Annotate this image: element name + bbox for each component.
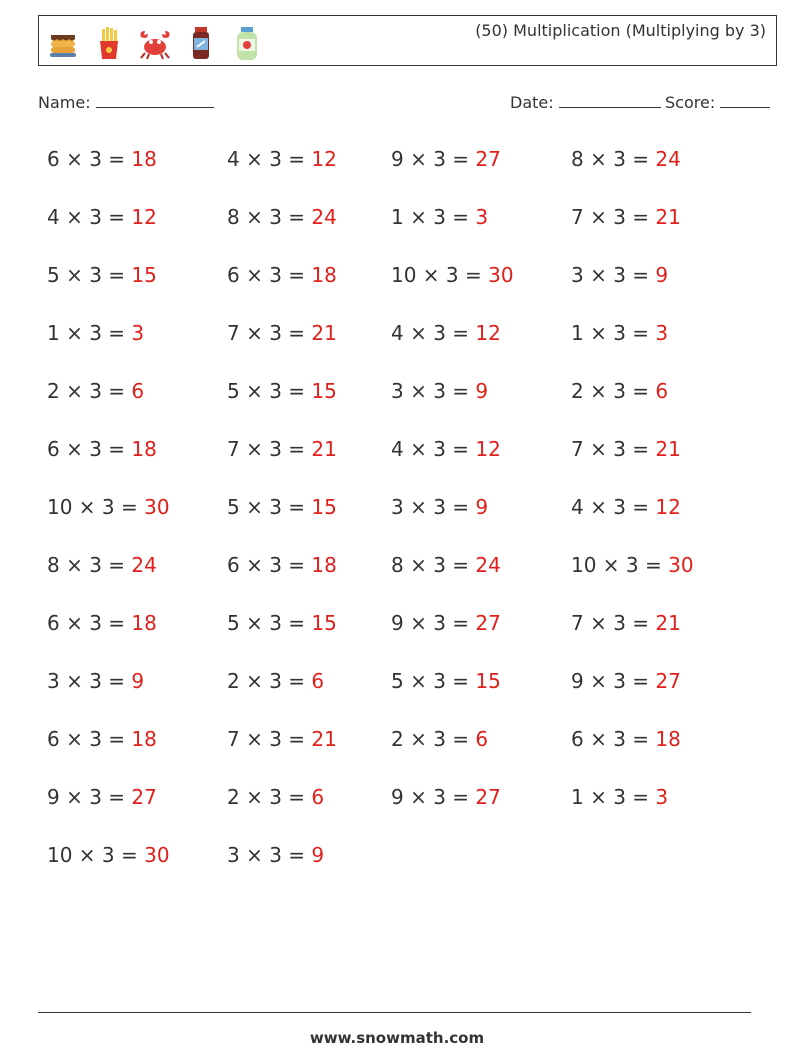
problem-item — [391, 553, 501, 577]
crab-icon — [137, 23, 173, 63]
problem-answer: 15 — [131, 263, 157, 287]
problem-answer: 24 — [655, 147, 681, 171]
problem-item — [47, 205, 157, 229]
date-label: Date: — [510, 93, 554, 112]
problem-question: 7 × 3 = — [571, 205, 656, 229]
problem-question: 10 × 3 = — [571, 553, 669, 577]
problem-question: 4 × 3 = — [391, 437, 476, 461]
score-blank[interactable] — [720, 92, 770, 108]
problem-question: 6 × 3 = — [47, 611, 132, 635]
problem-item — [227, 437, 337, 461]
problem-item — [227, 495, 337, 519]
problem-question: 4 × 3 = — [571, 495, 656, 519]
problem-answer: 30 — [144, 843, 170, 867]
problem-item — [571, 263, 668, 287]
jar-icon — [183, 23, 219, 63]
problem-answer: 21 — [655, 611, 681, 635]
problem-answer: 18 — [655, 727, 681, 751]
problem-question: 3 × 3 = — [227, 843, 312, 867]
problem-answer: 21 — [311, 321, 337, 345]
icon-strip — [45, 23, 265, 63]
problem-question: 1 × 3 = — [571, 785, 656, 809]
problem-question: 8 × 3 = — [391, 553, 476, 577]
problem-question: 6 × 3 = — [47, 147, 132, 171]
fries-icon — [91, 23, 127, 63]
problem-item — [391, 495, 488, 519]
problem-item — [227, 611, 337, 635]
problem-answer: 21 — [655, 205, 681, 229]
problem-item — [47, 437, 157, 461]
problem-answer: 12 — [655, 495, 681, 519]
problem-answer: 24 — [131, 553, 157, 577]
problem-item — [391, 263, 514, 287]
problem-question: 3 × 3 = — [47, 669, 132, 693]
problem-question: 4 × 3 = — [47, 205, 132, 229]
problem-answer: 9 — [655, 263, 669, 287]
problem-item — [47, 263, 157, 287]
problem-question: 6 × 3 = — [47, 727, 132, 751]
problem-item — [571, 379, 668, 403]
problem-item — [571, 437, 681, 461]
problem-item — [227, 321, 337, 345]
name-field — [38, 92, 214, 112]
problem-item — [391, 321, 501, 345]
header-box — [38, 15, 777, 66]
problem-answer: 3 — [655, 785, 669, 809]
problem-question: 10 × 3 = — [47, 843, 145, 867]
page-title: (50) Multiplication (Multiplying by 3) — [475, 21, 766, 40]
problem-item — [391, 611, 501, 635]
problem-item — [47, 321, 144, 345]
problem-question: 6 × 3 = — [227, 553, 312, 577]
problem-answer: 15 — [311, 379, 337, 403]
problem-item — [391, 205, 488, 229]
problem-item — [571, 553, 694, 577]
problem-item — [391, 785, 501, 809]
problem-item — [47, 553, 157, 577]
problem-question: 2 × 3 = — [571, 379, 656, 403]
problem-question: 9 × 3 = — [391, 147, 476, 171]
problem-question: 7 × 3 = — [227, 437, 312, 461]
problem-answer: 9 — [131, 669, 145, 693]
problem-item — [571, 669, 681, 693]
problem-answer: 18 — [131, 727, 157, 751]
problem-question: 4 × 3 = — [227, 147, 312, 171]
problem-answer: 21 — [655, 437, 681, 461]
problem-question: 3 × 3 = — [391, 495, 476, 519]
problem-question: 7 × 3 = — [571, 437, 656, 461]
problem-question: 7 × 3 = — [571, 611, 656, 635]
problem-answer: 18 — [131, 147, 157, 171]
problem-item — [571, 147, 681, 171]
problem-item — [227, 379, 337, 403]
apple-jar-icon — [229, 23, 265, 63]
problem-item — [47, 843, 170, 867]
problem-question: 6 × 3 = — [571, 727, 656, 751]
problem-question: 5 × 3 = — [391, 669, 476, 693]
problem-answer: 12 — [311, 147, 337, 171]
problem-question: 2 × 3 = — [227, 669, 312, 693]
problem-question: 5 × 3 = — [227, 611, 312, 635]
problem-answer: 9 — [475, 379, 489, 403]
problem-answer: 18 — [311, 553, 337, 577]
problem-answer: 27 — [131, 785, 157, 809]
score-label: Score: — [665, 93, 716, 112]
problem-item — [47, 147, 157, 171]
problem-answer: 27 — [655, 669, 681, 693]
name-label: Name: — [38, 93, 91, 112]
problem-answer: 24 — [475, 553, 501, 577]
problem-item — [47, 611, 157, 635]
problem-question: 9 × 3 = — [47, 785, 132, 809]
pancakes-icon — [45, 23, 81, 63]
problem-item — [571, 205, 681, 229]
problem-item — [47, 669, 144, 693]
footer-url: www.snowmath.com — [309, 1029, 485, 1047]
problem-answer: 30 — [488, 263, 514, 287]
problem-item — [391, 379, 488, 403]
problem-item — [391, 147, 501, 171]
footer-divider — [38, 1012, 751, 1013]
problem-question: 7 × 3 = — [227, 727, 312, 751]
problem-answer: 6 — [131, 379, 145, 403]
problem-item — [227, 147, 337, 171]
problem-question: 5 × 3 = — [227, 379, 312, 403]
problem-answer: 3 — [475, 205, 489, 229]
score-field — [665, 92, 770, 112]
problem-item — [571, 785, 668, 809]
problem-answer: 18 — [311, 263, 337, 287]
problem-question: 6 × 3 = — [227, 263, 312, 287]
problem-answer: 3 — [655, 321, 669, 345]
problem-item — [571, 727, 681, 751]
problem-item — [571, 321, 668, 345]
problem-question: 9 × 3 = — [571, 669, 656, 693]
problem-question: 10 × 3 = — [391, 263, 489, 287]
problem-answer: 12 — [131, 205, 157, 229]
problem-answer: 9 — [311, 843, 325, 867]
problem-question: 8 × 3 = — [571, 147, 656, 171]
problem-question: 5 × 3 = — [227, 495, 312, 519]
name-blank[interactable] — [96, 92, 214, 108]
problem-question: 10 × 3 = — [47, 495, 145, 519]
problem-question: 1 × 3 = — [47, 321, 132, 345]
problem-item — [571, 611, 681, 635]
problem-answer: 18 — [131, 437, 157, 461]
problem-answer: 27 — [475, 785, 501, 809]
problem-question: 5 × 3 = — [47, 263, 132, 287]
problem-item — [47, 379, 144, 403]
date-blank[interactable] — [559, 92, 661, 108]
problem-item — [391, 669, 501, 693]
problem-item — [227, 669, 324, 693]
problem-answer: 6 — [475, 727, 489, 751]
problem-answer: 27 — [475, 147, 501, 171]
problem-answer: 12 — [475, 321, 501, 345]
problem-question: 8 × 3 = — [47, 553, 132, 577]
problem-answer: 27 — [475, 611, 501, 635]
problem-answer: 6 — [311, 669, 325, 693]
problem-item — [227, 553, 337, 577]
problem-answer: 15 — [311, 611, 337, 635]
problem-question: 2 × 3 = — [47, 379, 132, 403]
problem-answer: 30 — [144, 495, 170, 519]
problem-answer: 30 — [668, 553, 694, 577]
problem-question: 4 × 3 = — [391, 321, 476, 345]
problem-answer: 15 — [311, 495, 337, 519]
problem-question: 2 × 3 = — [391, 727, 476, 751]
problem-answer: 6 — [311, 785, 325, 809]
problem-item — [47, 727, 157, 751]
problem-answer: 12 — [475, 437, 501, 461]
problem-question: 1 × 3 = — [391, 205, 476, 229]
problem-item — [227, 263, 337, 287]
problem-question: 9 × 3 = — [391, 611, 476, 635]
problem-item — [47, 785, 157, 809]
problem-item — [227, 205, 337, 229]
problem-item — [227, 843, 324, 867]
problem-item — [47, 495, 170, 519]
problem-answer: 21 — [311, 727, 337, 751]
problem-item — [227, 785, 324, 809]
problem-answer: 3 — [131, 321, 145, 345]
problem-question: 6 × 3 = — [47, 437, 132, 461]
problem-answer: 9 — [475, 495, 489, 519]
problem-answer: 6 — [655, 379, 669, 403]
problem-question: 1 × 3 = — [571, 321, 656, 345]
problem-answer: 24 — [311, 205, 337, 229]
problem-item — [391, 437, 501, 461]
problem-item — [227, 727, 337, 751]
problem-question: 2 × 3 = — [227, 785, 312, 809]
problem-item — [391, 727, 488, 751]
date-field — [510, 92, 661, 112]
problem-answer: 15 — [475, 669, 501, 693]
problem-question: 3 × 3 = — [391, 379, 476, 403]
problem-item — [571, 495, 681, 519]
problem-question: 3 × 3 = — [571, 263, 656, 287]
problem-question: 8 × 3 = — [227, 205, 312, 229]
problem-answer: 18 — [131, 611, 157, 635]
problem-question: 9 × 3 = — [391, 785, 476, 809]
problem-answer: 21 — [311, 437, 337, 461]
problem-question: 7 × 3 = — [227, 321, 312, 345]
